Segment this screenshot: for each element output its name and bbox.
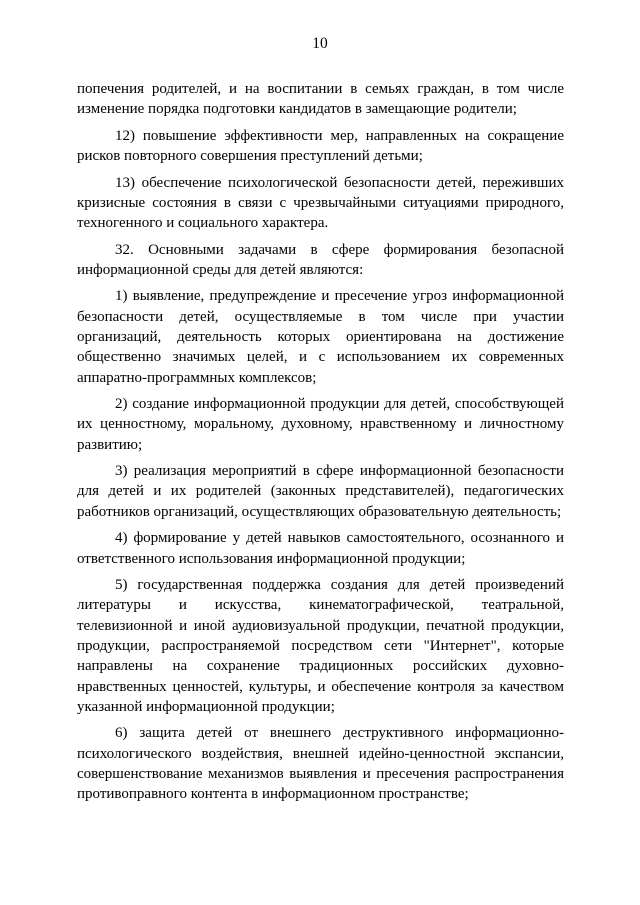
document-body (77, 79, 564, 811)
paragraph: 3) реализация мероприятий в сфере информационной безопасности для детей и их родителей (законных представителей), педагогических работников организаций, осуществляющих образовательную деятельность; (77, 463, 564, 520)
paragraph: 12) повышение эффективности мер, направленных на сокращение рисков повторного совершения преступлений детьми; (77, 127, 564, 165)
paragraph: 32. Основными задачами в сфере формирования безопасной информационной среды для детей являются: (77, 241, 564, 278)
paragraph: 4) формирование у детей навыков самостоятельного, осознанного и ответственного использования информационной продукции; (77, 530, 564, 567)
paragraph: 2) создание информационной продукции для детей, способствующей их ценностному, моральному, духовному, нравственному и личностному развитию; (77, 396, 564, 453)
paragraph: 6) защита детей от внешнего деструктивного информационно-психологического воздействия, внешней идейно-ценностной экспансии, совершенствование механизмов выявления и пресечения распространения противоправного контента в информационном пространстве; (77, 725, 564, 803)
paragraph: 5) государственная поддержка создания для детей произведений литературы и искусства, кинематографической, театральной, телевизионной и иной аудиовизуальной продукции, печатной продукции, продукции, распространяемой посредством сети "Интернет", которые направлены на сохранение традиционных российских духовно-нравственных ценностей, культуры, и обеспечение контроля за качеством указанной информационной продукции; (77, 577, 564, 715)
paragraph: попечения родителей, и на воспитании в семьях граждан, в том числе изменение порядка подготовки кандидатов в замещающие родители; (77, 81, 564, 118)
paragraph: 13) обеспечение психологической безопасности детей, переживших кризисные состояния в связи с чрезвычайными ситуациями природного, техногенного и социального характера. (77, 174, 564, 232)
page-number: 10 (312, 35, 328, 52)
paragraph: 1) выявление, предупреждение и пресечение угроз информационной безопасности детей, осуществляемые в том числе при участии организаций, деятельность которых ориентирована на достижение общественно значимых целей, и с использованием их современных аппаратно-программных комплексов; (77, 288, 564, 386)
